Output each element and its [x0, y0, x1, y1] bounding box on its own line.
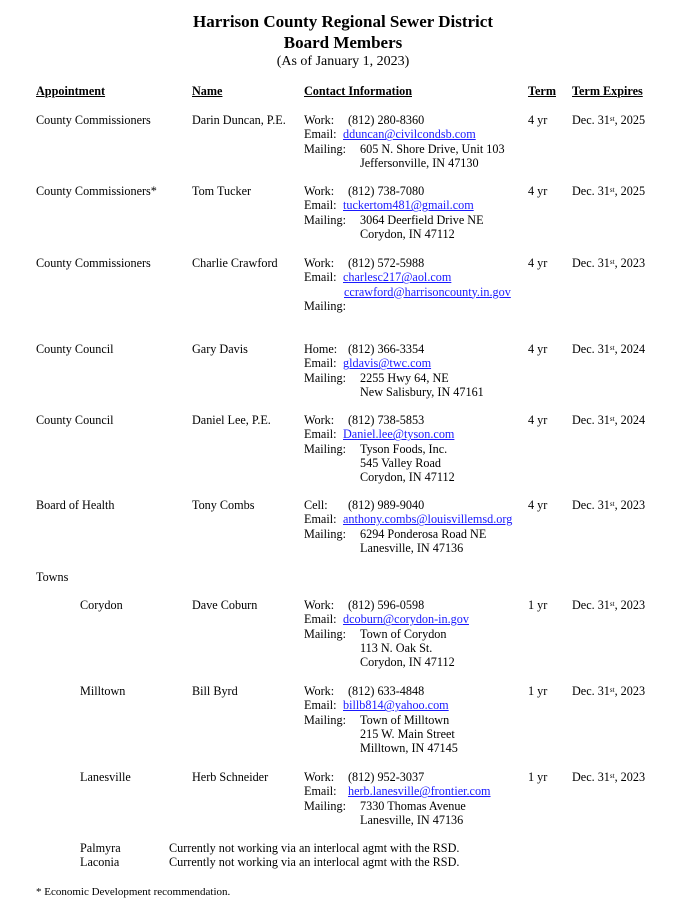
phone-label: Work: [304, 770, 335, 784]
appointment: County Commissioners [36, 113, 151, 127]
email-link[interactable]: Daniel.lee@tyson.com [343, 427, 455, 442]
term-length: 1 yr [528, 598, 548, 612]
document-header [0, 11, 686, 71]
phone-number: (812) 572-5988 [348, 256, 425, 270]
member-name: Charlie Crawford [192, 256, 278, 270]
email-label: Email: [304, 356, 337, 371]
term-length: 1 yr [528, 684, 548, 698]
town-name: Corydon [80, 598, 123, 612]
expires-ordinal: st [609, 686, 615, 694]
mailing-label: Mailing: [304, 298, 346, 313]
phone-label: Work: [304, 684, 335, 698]
appointment: Board of Health [36, 498, 115, 512]
phone-number: (812) 596-0598 [348, 598, 425, 612]
appointment: County Commissioners [36, 256, 151, 270]
term-expires [572, 113, 645, 127]
appointment: County Council [36, 413, 114, 427]
mailing-line-2: 113 N. Oak St. [360, 640, 433, 655]
email-link[interactable]: dduncan@civilcondsb.com [343, 127, 476, 142]
term-length: 4 yr [528, 413, 548, 427]
expires-year: , 2023 [614, 256, 646, 270]
email-label: Email: [304, 784, 337, 799]
mailing-label: Mailing: [304, 441, 346, 456]
email-link[interactable]: gldavis@twc.com [343, 356, 432, 371]
contact-info [304, 256, 511, 313]
mailing-label: Mailing: [304, 141, 346, 156]
phone-number: (812) 366-3354 [348, 342, 425, 356]
member-name: Herb Schneider [192, 770, 269, 784]
col-header-contact: Contact Information [304, 84, 412, 98]
expires-year: , 2025 [614, 113, 646, 127]
mailing-line-3: Corydon, IN 47112 [360, 655, 455, 670]
note-text: Currently not working via an interlocal agmt with the RSD. [169, 855, 460, 869]
term-expires [572, 770, 645, 784]
email-label: Email: [304, 612, 337, 627]
footnote: * Economic Development recommendation. [36, 886, 231, 898]
expires-date: Dec. 31 [572, 184, 610, 198]
note-town: Laconia [80, 855, 120, 869]
phone-number: (812) 738-5853 [348, 413, 425, 427]
expires-date: Dec. 31 [572, 598, 610, 612]
mailing-label: Mailing: [304, 798, 346, 813]
expires-year: , 2023 [614, 598, 646, 612]
appointment: County Commissioners* [36, 184, 157, 198]
contact-info [304, 413, 455, 485]
member-name: Gary Davis [192, 342, 248, 356]
term-length: 4 yr [528, 342, 548, 356]
phone-label: Cell: [304, 498, 328, 512]
member-name: Bill Byrd [192, 684, 238, 698]
mailing-line-2: Jeffersonville, IN 47130 [360, 155, 479, 170]
note-town: Palmyra [80, 841, 121, 855]
email-label: Email: [304, 198, 337, 213]
term-length: 4 yr [528, 256, 548, 270]
contact-info [304, 684, 458, 756]
mailing-line-2: Lanesville, IN 47136 [360, 812, 464, 827]
email-label: Email: [304, 427, 337, 442]
expires-year: , 2024 [614, 342, 646, 356]
document-subtitle: Board Members [283, 33, 403, 52]
term-expires [572, 598, 645, 612]
contact-info [304, 598, 469, 670]
col-header-term-expires: Term Expires [572, 84, 643, 98]
email-link[interactable]: billb814@yahoo.com [343, 698, 449, 713]
email-link[interactable]: herb.lanesville@frontier.com [348, 784, 491, 799]
mailing-line-1: 605 N. Shore Drive, Unit 103 [360, 141, 505, 156]
expires-ordinal: st [609, 772, 615, 780]
mailing-line-2: Lanesville, IN 47136 [360, 540, 464, 555]
mailing-label: Mailing: [304, 370, 346, 385]
as-of-date: (As of January 1, 2023) [276, 54, 410, 69]
expires-year: , 2023 [614, 684, 646, 698]
town-name: Lanesville [80, 770, 131, 784]
col-header-appointment: Appointment [36, 84, 106, 98]
term-expires [572, 256, 645, 270]
phone-number: (812) 633-4848 [348, 684, 425, 698]
email-link-secondary[interactable]: ccrawford@harrisoncounty.in.gov [344, 284, 511, 299]
expires-ordinal: st [609, 186, 615, 194]
expires-ordinal: st [609, 344, 615, 352]
contact-info [304, 770, 491, 827]
phone-label: Work: [304, 184, 335, 198]
email-link[interactable]: anthony.combs@louisvillemsd.org [343, 512, 513, 527]
mailing-label: Mailing: [304, 212, 346, 227]
mailing-line-3: Milltown, IN 47145 [360, 741, 458, 756]
term-length: 4 yr [528, 184, 548, 198]
term-length: 4 yr [528, 498, 548, 512]
email-link[interactable]: tuckertom481@gmail.com [343, 198, 474, 213]
phone-label: Home: [304, 342, 338, 356]
term-expires [572, 498, 645, 512]
expires-date: Dec. 31 [572, 770, 610, 784]
member-name: Tom Tucker [192, 184, 252, 198]
mailing-label: Mailing: [304, 712, 346, 727]
towns-heading: Towns [36, 570, 69, 584]
mailing-line-1: 2255 Hwy 64, NE [360, 370, 449, 385]
expires-ordinal: st [609, 600, 615, 608]
term-expires [572, 184, 645, 198]
mailing-line-2: Corydon, IN 47112 [360, 226, 455, 241]
email-label: Email: [304, 698, 337, 713]
term-expires [572, 342, 645, 356]
mailing-line-1: Town of Milltown [360, 712, 450, 727]
expires-date: Dec. 31 [572, 256, 610, 270]
expires-date: Dec. 31 [572, 113, 610, 127]
expires-ordinal: st [609, 415, 615, 423]
mailing-line-1: Town of Corydon [360, 626, 447, 641]
phone-label: Work: [304, 113, 335, 127]
mailing-label: Mailing: [304, 526, 346, 541]
member-name: Darin Duncan, P.E. [192, 113, 286, 127]
contact-info [304, 184, 484, 241]
expires-year: , 2023 [614, 770, 646, 784]
phone-label: Work: [304, 598, 335, 612]
phone-number: (812) 952-3037 [348, 770, 425, 784]
email-link[interactable]: dcoburn@corydon-in.gov [343, 612, 469, 627]
expires-date: Dec. 31 [572, 413, 610, 427]
member-name: Dave Coburn [192, 598, 258, 612]
mailing-line-3: Corydon, IN 47112 [360, 470, 455, 485]
col-header-term: Term [528, 84, 556, 98]
phone-label: Work: [304, 413, 335, 427]
note-text: Currently not working via an interlocal agmt with the RSD. [169, 841, 460, 855]
mailing-line-1: 3064 Deerfield Drive NE [360, 212, 484, 227]
expires-date: Dec. 31 [572, 498, 610, 512]
expires-ordinal: st [609, 258, 615, 266]
phone-number: (812) 989-9040 [348, 498, 425, 512]
col-header-name: Name [192, 84, 223, 98]
mailing-line-1: 7330 Thomas Avenue [360, 798, 466, 813]
email-link[interactable]: charlesc217@aol.com [343, 270, 452, 285]
term-length: 4 yr [528, 113, 548, 127]
appointment: County Council [36, 342, 114, 356]
expires-date: Dec. 31 [572, 342, 610, 356]
email-label: Email: [304, 127, 337, 142]
mailing-line-2: 545 Valley Road [360, 455, 442, 470]
expires-year: , 2025 [614, 184, 646, 198]
mailing-line-2: New Salisbury, IN 47161 [360, 384, 484, 399]
mailing-line-1: Tyson Foods, Inc. [360, 441, 448, 456]
expires-ordinal: st [609, 500, 615, 508]
town-name: Milltown [80, 684, 126, 698]
expires-year: , 2023 [614, 498, 646, 512]
member-name: Daniel Lee, P.E. [192, 413, 271, 427]
mailing-line-2: 215 W. Main Street [360, 726, 455, 741]
phone-number: (812) 738-7080 [348, 184, 425, 198]
expires-date: Dec. 31 [572, 684, 610, 698]
email-label: Email: [304, 270, 337, 285]
term-length: 1 yr [528, 770, 548, 784]
contact-info [304, 113, 505, 170]
member-name: Tony Combs [192, 498, 255, 512]
mailing-label: Mailing: [304, 626, 346, 641]
mailing-line-1: 6294 Ponderosa Road NE [360, 526, 487, 541]
expires-ordinal: st [609, 115, 615, 123]
term-expires [572, 413, 645, 427]
contact-info [304, 342, 484, 399]
phone-label: Work: [304, 256, 335, 270]
email-label: Email: [304, 512, 337, 527]
contact-info [304, 498, 513, 555]
expires-year: , 2024 [614, 413, 646, 427]
phone-number: (812) 280-8360 [348, 113, 425, 127]
document-title: Harrison County Regional Sewer District [193, 12, 493, 31]
term-expires [572, 684, 645, 698]
